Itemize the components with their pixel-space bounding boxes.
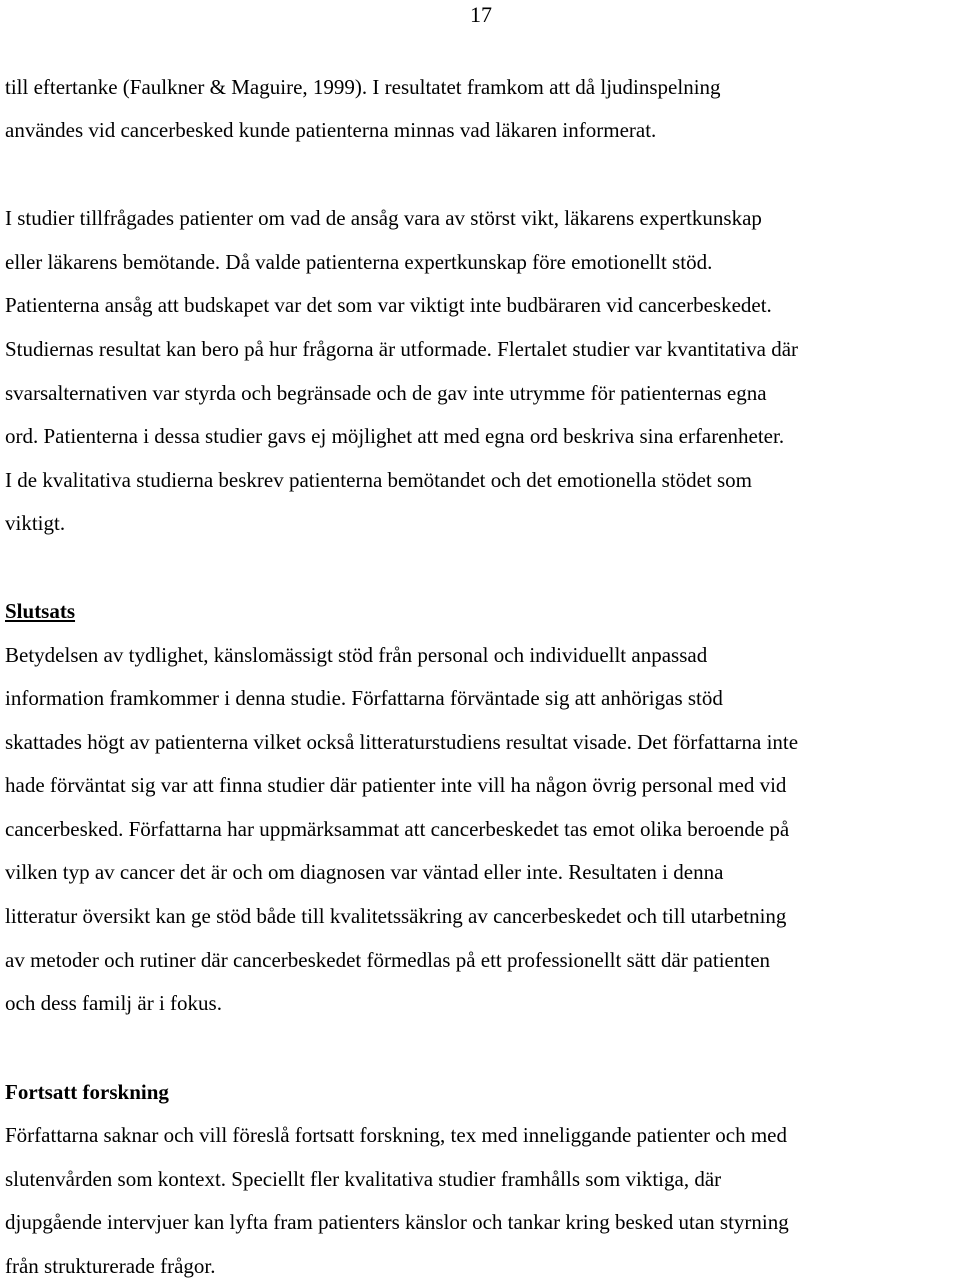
section-heading-slutsats: Slutsats: [5, 599, 76, 623]
fortsatt-line: slutenvården som kontext. Speciellt fler kvalitativa studier framhålls som viktiga, där: [5, 1167, 722, 1191]
slutsats-line: litteratur översikt kan ge stöd både till kvalitetssäkring av cancerbeskedet och till utarbetning: [5, 904, 787, 928]
fortsatt-line: från strukturerade frågor.: [5, 1254, 216, 1278]
fortsatt-line: djupgående intervjuer kan lyfta fram patienters känslor och tankar kring besked utan styrning: [5, 1210, 789, 1234]
paragraph-2-line: Patienterna ansåg att budskapet var det som var viktigt inte budbäraren vid cancerbeskedet.: [5, 293, 772, 317]
paragraph-1-line: till eftertanke (Faulkner & Maguire, 1999). I resultatet framkom att då ljudinspelning: [5, 75, 721, 99]
slutsats-line: Betydelsen av tydlighet, känslomässigt stöd från personal och individuellt anpassad: [5, 643, 708, 667]
page-number: 17: [470, 2, 492, 27]
paragraph-2-line: eller läkarens bemötande. Då valde patienterna expertkunskap före emotionellt stöd.: [5, 250, 713, 274]
slutsats-line: skattades högt av patienterna vilket också litteraturstudiens resultat visade. Det författarna inte: [5, 730, 799, 754]
paragraph-2-line: Studiernas resultat kan bero på hur frågorna är utformade. Flertalet studier var kvantitativa där: [5, 337, 799, 361]
paragraph-2-line: ord. Patienterna i dessa studier gavs ej möjlighet att med egna ord beskriva sina erfarenheter.: [5, 424, 785, 448]
paragraph-2-line: svarsalternativen var styrda och begränsade och de gav inte utrymme för patienternas egna: [5, 381, 767, 405]
fortsatt-line: Författarna saknar och vill föreslå fortsatt forskning, tex med inneliggande patienter och med: [5, 1123, 787, 1147]
slutsats-line: information framkommer i denna studie. Författarna förväntade sig att anhörigas stöd: [5, 686, 723, 710]
slutsats-line: av metoder och rutiner där cancerbeskedet förmedlas på ett professionellt sätt där patienten: [5, 948, 771, 972]
paragraph-1-line: användes vid cancerbesked kunde patienterna minnas vad läkaren informerat.: [5, 118, 657, 142]
slutsats-line: hade förväntat sig var att finna studier där patienter inte vill ha någon övrig personal med vid: [5, 773, 787, 797]
paragraph-2-line: I de kvalitativa studierna beskrev patienterna bemötandet och det emotionella stödet som: [5, 468, 753, 492]
slutsats-line: vilken typ av cancer det är och om diagnosen var väntad eller inte. Resultaten i denna: [5, 860, 724, 884]
paragraph-2-line: viktigt.: [5, 511, 66, 535]
slutsats-line: och dess familj är i fokus.: [5, 991, 222, 1015]
section-heading-fortsatt-forskning: Fortsatt forskning: [5, 1080, 169, 1104]
paragraph-2-line: I studier tillfrågades patienter om vad de ansåg vara av störst vikt, läkarens expertkunskap: [5, 206, 762, 230]
slutsats-line: cancerbesked. Författarna har uppmärksammat att cancerbeskedet tas emot olika beroende på: [5, 817, 790, 841]
